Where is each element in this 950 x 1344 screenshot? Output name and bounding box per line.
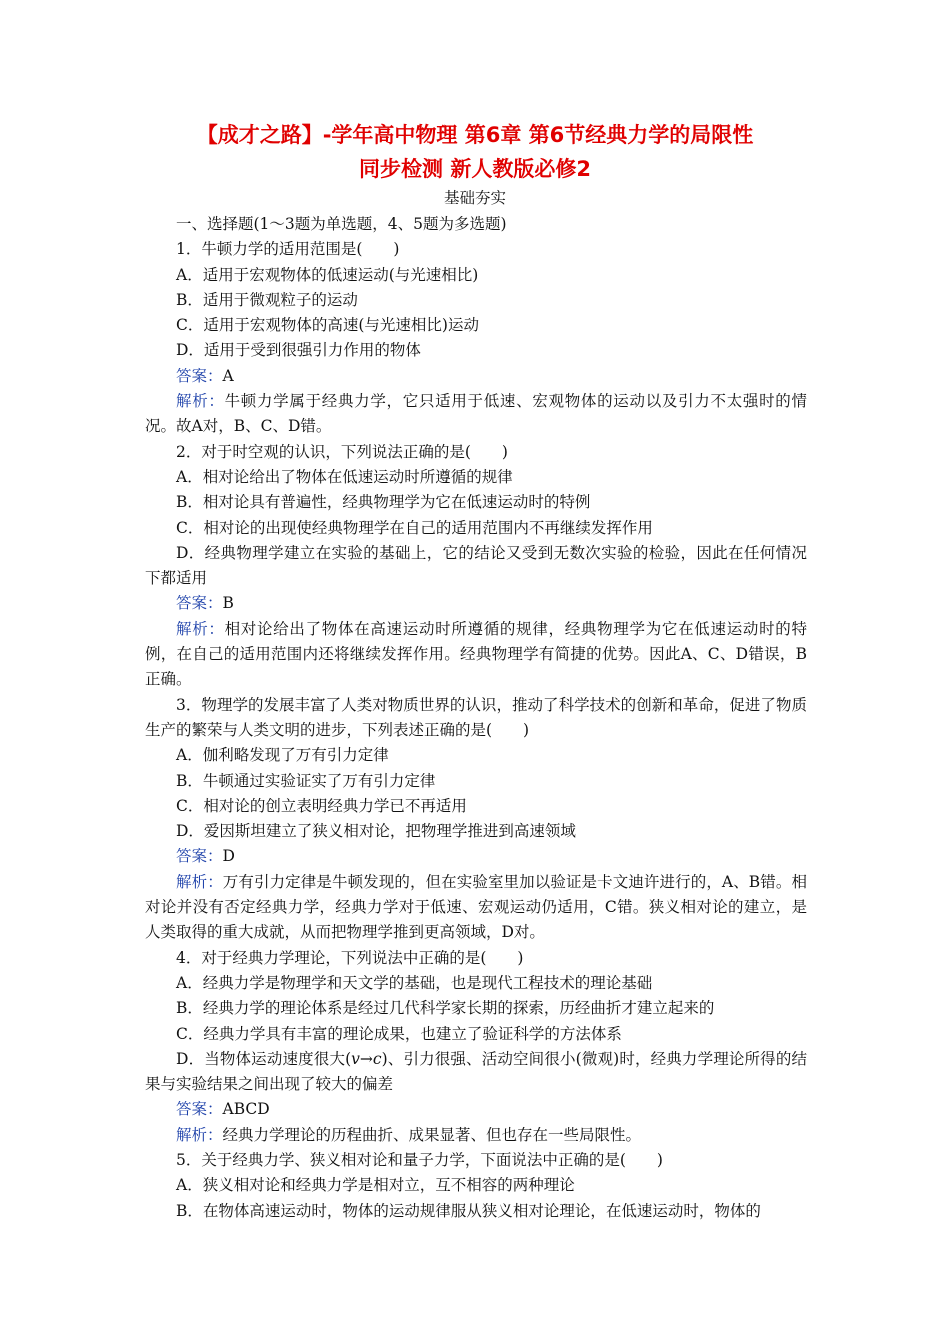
answer-value: A (222, 366, 234, 385)
question-3-option-a: A．伽利略发现了万有引力定律 (176, 746, 389, 765)
analysis-label: 解析： (176, 1125, 223, 1144)
question-3-option-d: D．爱因斯坦建立了狭义相对论，把物理学推进到高速领域 (176, 822, 576, 841)
question-2-answer (145, 591, 807, 616)
question-5-option-b: B．在物体高速运动时，物体的运动规律服从狭义相对论理论，在低速运动时，物体的 (176, 1201, 761, 1220)
question-4-option-d (145, 1047, 807, 1098)
question-2-option-b: B．相对论具有普遍性，经典物理学为它在低速运动时的特例 (176, 493, 591, 512)
question-2-option-c: C．相对论的出现使经典物理学在自己的适用范围内不再继续发挥作用 (176, 518, 653, 537)
answer-label: 答案： (176, 847, 223, 866)
analysis-text: 经典力学理论的历程曲折、成果显著、但也存在一些局限性。 (222, 1125, 642, 1144)
analysis-text: 牛顿力学属于经典力学，它只适用于低速、宏观物体的运动以及引力不太强时的情况。故A对，B、C、D错。 (145, 392, 807, 436)
analysis-label: 解析： (176, 872, 223, 891)
answer-value: D (222, 847, 235, 866)
question-2-option-d: D．经典物理学建立在实验的基础上，它的结论又受到无数次实验的检验，因此在任何情况下都适用 (145, 543, 807, 588)
question-1-option-c: C．适用于宏观物体的高速(与光速相比)运动 (176, 316, 479, 335)
instructions: 一、选择题(1～3题为单选题，4、5题为多选题) (176, 215, 507, 233)
question-3-option-b: B．牛顿通过实验证实了万有引力定律 (176, 771, 436, 790)
question-4-option-b: B．经典力学的理论体系是经过几代科学家长期的探索，历经曲折才建立起来的 (176, 999, 715, 1018)
speed-expression: v→c (351, 1049, 382, 1068)
document-body (145, 212, 807, 1224)
question-1-option-d: D．适用于受到很强引力作用的物体 (176, 341, 421, 360)
question-1-option-a: A．适用于宏观物体的低速运动(与光速相比) (176, 265, 479, 284)
document-title-line-2: 同步检测 新人教版必修2 (359, 157, 591, 181)
question-5-option-a: A．狭义相对论和经典力学是相对立，互不相容的两种理论 (176, 1176, 575, 1195)
question-4-option-c: C．经典力学具有丰富的理论成果，也建立了验证科学的方法体系 (176, 1024, 622, 1043)
section-heading: 基础夯实 (443, 189, 506, 207)
question-2-stem: 2．对于时空观的认识，下列说法正确的是( ) (176, 442, 508, 461)
answer-label: 答案： (176, 1100, 223, 1119)
question-4-option-a: A．经典力学是物理学和天文学的基础，也是现代工程技术的理论基础 (176, 973, 653, 992)
answer-label: 答案： (176, 594, 223, 613)
document-title-line-1: 【成才之路】-学年高中物理 第6章 第6节经典力学的局限性 (196, 123, 754, 147)
question-1-option-b: B．适用于微观粒子的运动 (176, 290, 358, 309)
option-d-suffix: )、引力很强、活动空间很小(微观)时，经典力学理论所得的结果与实验结果之间出现了较大的偏差 (145, 1049, 807, 1094)
analysis-text: 相对论给出了物体在高速运动时所遵循的规律，经典物理学为它在低速运动时的特例，在自己的适用范围内还将继续发挥作用。经典物理学有简捷的优势。因此A、C、D错误，B正确。 (145, 619, 807, 689)
answer-value: ABCD (222, 1100, 270, 1119)
question-4-stem: 4．对于经典力学理论，下列说法中正确的是( ) (176, 948, 524, 967)
question-5-stem: 5．关于经典力学、狭义相对论和量子力学，下面说法中正确的是( ) (176, 1150, 663, 1169)
question-3-answer (145, 844, 807, 869)
answer-label: 答案： (176, 366, 223, 385)
question-2-analysis (145, 617, 807, 693)
question-3-analysis (145, 870, 807, 946)
question-1-analysis (145, 389, 807, 440)
question-1-stem: 1．牛顿力学的适用范围是( ) (176, 240, 400, 259)
analysis-text: 万有引力定律是牛顿发现的，但在实验室里加以验证是卡文迪许进行的，A、B错。相对论并没有否定经典力学，经典力学对于低速、宏观运动仍适用，C错。狭义相对论的建立，是人类取得的重大成就，从而把物理学推到更高领域，D对。 (145, 872, 807, 942)
question-3-stem: 3．物理学的发展丰富了人类对物质世界的认识，推动了科学技术的创新和革命，促进了物质生产的繁荣与人类文明的进步，下列表述正确的是( ) (145, 695, 807, 739)
option-d-prefix: D．当物体运动速度很大( (176, 1049, 352, 1068)
question-4-analysis (145, 1123, 807, 1148)
analysis-label: 解析： (176, 619, 225, 638)
analysis-label: 解析： (176, 392, 225, 411)
question-4-answer (145, 1097, 807, 1122)
question-3-option-c: C．相对论的创立表明经典力学已不再适用 (176, 796, 467, 815)
answer-value: B (222, 594, 234, 613)
question-2-option-a: A．相对论给出了物体在低速运动时所遵循的规律 (176, 467, 513, 486)
question-1-answer (145, 364, 807, 389)
